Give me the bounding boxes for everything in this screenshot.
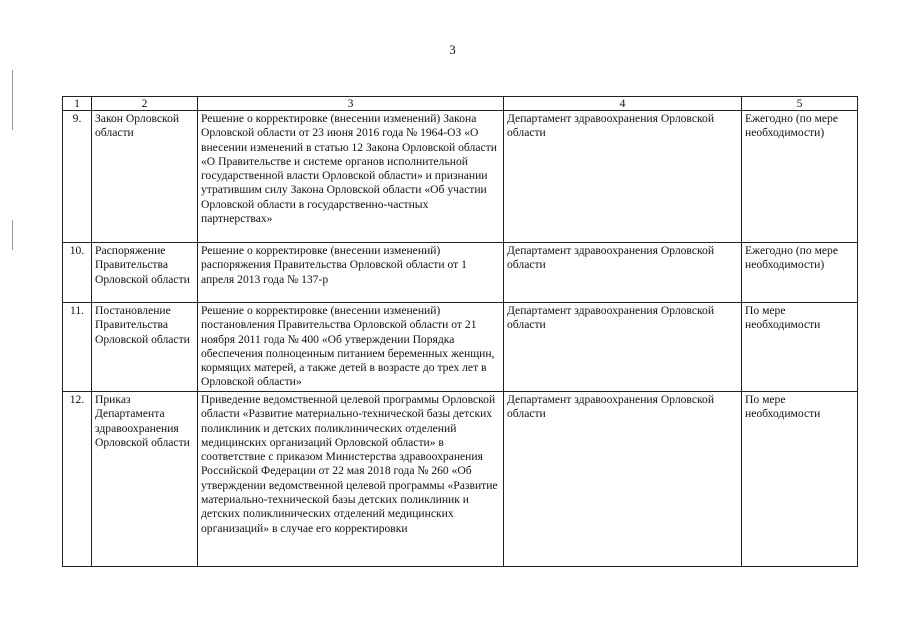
table-row bbox=[63, 111, 858, 243]
action-description: Приведение ведомственной целевой программы Орловской области «Развитие материально-технической базы детских поликлиник и детских поликлинических отделений медицинских организаций Орловской области» в соответствие с приказом Министерства здравоохранения Российской Федерации от 22 мая 2018 года № 260 «Об утверждении ведомственной целевой программы «Развитие материально-технической базы детских поликлиник и детских поликлинических отделений медицинских организаций» в случае его корректировки bbox=[198, 392, 504, 567]
responsible-executor: Департамент здравоохранения Орловской области bbox=[504, 243, 742, 303]
column-number: 5 bbox=[742, 97, 858, 111]
deadline: По мере необходимости bbox=[742, 303, 858, 392]
row-number: 11. bbox=[63, 303, 92, 392]
action-description: Решение о корректировке (внесении изменений) Закона Орловской области от 23 июня 2016 года № 1964-ОЗ «О внесении изменений в статью 12 Закона Орловской области «О Правительстве и системе органов исполнительной государственной власти Орловской области» и признании утратившим силу Закона Орловской области «Об участии Орловской области в государственно-частных партнерствах» bbox=[198, 111, 504, 243]
action-description: Решение о корректировке (внесении изменений) постановления Правительства Орловской области от 21 ноября 2011 года № 400 «Об утверждении Порядка обеспечения полноценным питанием беременных женщин, кормящих матерей, а также детей в возрасте до трех лет в Орловской области» bbox=[198, 303, 504, 392]
responsible-executor: Департамент здравоохранения Орловской области bbox=[504, 392, 742, 567]
document-type: Распоряжение Правительства Орловской области bbox=[92, 243, 198, 303]
deadline: Ежегодно (по мере необходимости) bbox=[742, 243, 858, 303]
margin-scan-mark bbox=[12, 70, 13, 130]
page-number: 3 bbox=[449, 42, 456, 57]
responsible-executor: Департамент здравоохранения Орловской области bbox=[504, 303, 742, 392]
deadline: По мере необходимости bbox=[742, 392, 858, 567]
column-number: 2 bbox=[92, 97, 198, 111]
table-row bbox=[63, 392, 858, 567]
plan-table bbox=[62, 96, 858, 567]
column-number: 4 bbox=[504, 97, 742, 111]
row-number: 12. bbox=[63, 392, 92, 567]
document-type: Постановление Правительства Орловской области bbox=[92, 303, 198, 392]
row-number: 10. bbox=[63, 243, 92, 303]
responsible-executor: Департамент здравоохранения Орловской области bbox=[504, 111, 742, 243]
document-type: Закон Орловской области bbox=[92, 111, 198, 243]
table-row bbox=[63, 243, 858, 303]
column-number: 1 bbox=[63, 97, 92, 111]
row-number: 9. bbox=[63, 111, 92, 243]
margin-scan-mark bbox=[12, 220, 13, 250]
table-row bbox=[63, 303, 858, 392]
column-number: 3 bbox=[198, 97, 504, 111]
document-type: Приказ Департамента здравоохранения Орловской области bbox=[92, 392, 198, 567]
column-number-row bbox=[63, 97, 858, 111]
action-description: Решение о корректировке (внесении изменений) распоряжения Правительства Орловской области от 1 апреля 2013 года № 137-р bbox=[198, 243, 504, 303]
deadline: Ежегодно (по мере необходимости) bbox=[742, 111, 858, 243]
